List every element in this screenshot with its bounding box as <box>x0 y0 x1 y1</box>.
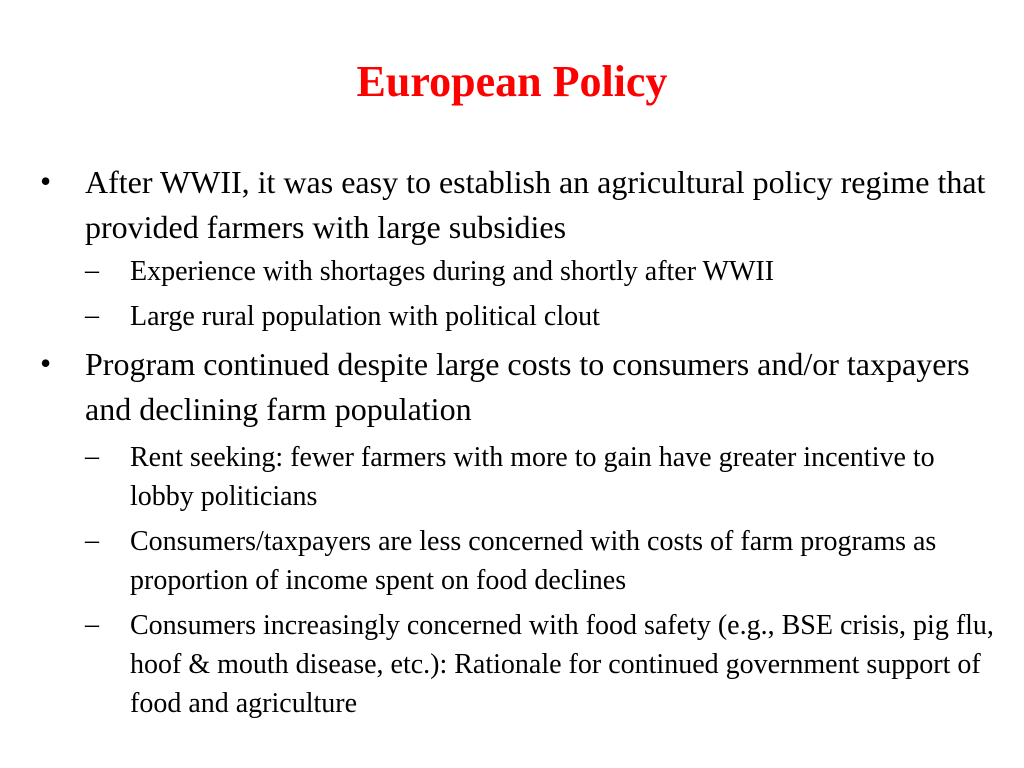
sub-bullet-list <box>85 252 1000 336</box>
sub-bullet-text: Consumers/taxpayers are less concerned with costs of farm programs as proportion of income spent on food declines <box>130 526 937 596</box>
sub-bullet-item <box>85 522 1000 600</box>
sub-bullet-text: Experience with shortages during and shortly after WWII <box>130 256 775 287</box>
sub-bullet-item <box>85 438 1000 516</box>
sub-bullet-list <box>85 438 1000 723</box>
sub-bullet-item <box>85 297 1000 336</box>
bullet-icon: • <box>40 345 52 381</box>
bullet-text: After WWII, it was easy to establish an agricultural policy regime that provided farmers with large subsidies <box>85 164 986 245</box>
dash-icon: – <box>85 255 99 286</box>
sub-bullet-text: Consumers increasingly concerned with food safety (e.g., BSE crisis, pig flu, hoof & mouth disease, etc.): Rationale for continued government support of food and agriculture <box>130 610 994 719</box>
dash-icon: – <box>85 525 99 556</box>
dash-icon: – <box>85 441 99 472</box>
sub-bullet-text: Large rural population with political clout <box>130 301 600 332</box>
bullet-icon: • <box>40 163 52 199</box>
sub-bullet-item <box>85 606 1000 723</box>
bullet-item <box>40 342 1000 723</box>
dash-icon: – <box>85 609 99 640</box>
bullet-item <box>40 160 1000 336</box>
sub-bullet-item <box>85 252 1000 291</box>
sub-bullet-text: Rent seeking: fewer farmers with more to gain have greater incentive to lobby politicians <box>130 442 935 512</box>
slide-title: European Policy <box>356 57 668 106</box>
slide-content <box>40 160 1000 725</box>
dash-icon: – <box>85 300 99 331</box>
bullet-text: Program continued despite large costs to consumers and/or taxpayers and declining farm population <box>85 346 970 427</box>
